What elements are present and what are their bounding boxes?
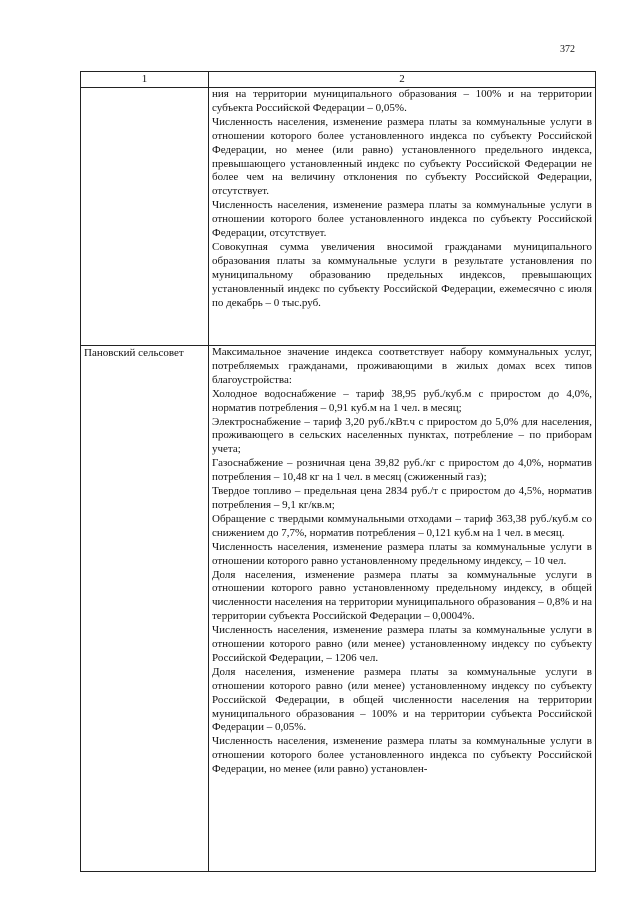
content-cell [209,88,596,346]
paragraph: Твердое топливо – предельная цена 2834 руб./т с приростом до 4,5%, норматив потребления – 9,1 кг/кв.м; [212,485,592,511]
region-cell [81,88,209,346]
paragraph: Холодное водоснабжение – тариф 38,95 руб./куб.м с приростом до 4,0%, норматив потребления – 0,91 куб.м на 1 чел. в месяц; [212,387,592,414]
region-cell: Пановский сельсовет [81,346,209,872]
document-table [80,71,596,872]
column-header-1: 1 [81,72,209,88]
paragraph: Обращение с твердыми коммунальными отходами – тариф 363,38 руб./куб.м со снижением до 7,7%, норматив потребления – 0,121 куб.м на 1 чел. в месяц. [212,512,592,539]
paragraph: Электроснабжение – тариф 3,20 руб./кВт.ч с приростом до 5,0% для населения, проживающего в сельских населенных пунктах, потребление – по приборам учета; [212,415,592,456]
paragraph: Численность населения, изменение размера платы за коммунальные услуги в отношении которого равно установленному предельному индексу, – 10 чел. [212,540,592,567]
column-header-2: 2 [209,72,596,88]
paragraph: Газоснабжение – розничная цена 39,82 руб./кг с приростом до 4,0%, норматив потребления – 10,48 кг на 1 чел. в месяц (сжиженный газ); [212,457,592,484]
paragraph: Численность населения, изменение размера платы за коммунальные услуги в отношении которого более установленного индекса по субъекту Российской Федерации, но менее (или равно) установлен- [212,735,592,776]
paragraph: Доля населения, изменение размера платы за коммунальные услуги в отношении которого равно установленному предельному индексу, в общей численности населения на территории муниципального образования – 0,8% и на территории субъекта Российской Федерации – 0,0004%. [212,568,592,623]
paragraph: Численность населения, изменение размера платы за коммунальные услуги в отношении которого более установленного индекса по субъекту Российской Федерации, но менее (или равно) установленного предельного индекса, превышающего установленный индекс по субъекту Российской Федерации не более чем на величину отклонения по субъекту Российской Федерации, отсутствует. [212,115,592,198]
paragraph: Численность населения, изменение размера платы за коммунальные услуги в отношении которого равно (или менее) установленному индексу по субъекту Российской Федерации, – 1206 чел. [212,624,592,664]
paragraph: Максимальное значение индекса соответствует набору коммунальных услуг, потребляемых гражданами, проживающими в жилых домах всех типов благоустройства: [212,346,592,386]
table-row [81,88,596,346]
page-number: 372 [560,44,575,55]
paragraph: Совокупная сумма увеличения вносимой гражданами муниципального образования платы за коммунальные услуги в результате установления по муниципальному образованию предельных индексов, превышающих установленный индекс по субъекту Российской Федерации, ежемесячно с июля по декабрь – 0 тыс.руб. [212,240,592,309]
paragraph: Численность населения, изменение размера платы за коммунальные услуги в отношении которого более установленного индекса по субъекту Российской Федерации, отсутствует. [212,199,592,240]
content-cell [209,346,596,872]
paragraph: Доля населения, изменение размера платы за коммунальные услуги в отношении которого равно (или менее) установленному индексу по субъекту Российской Федерации, в общей численности населения на территории муниципального образования – 100% и на территории субъекта Российской Федерации – 0,05%. [212,665,592,734]
table-row [81,346,596,872]
paragraph: ния на территории муниципального образования – 100% и на территории субъекта Российской Федерации – 0,05%. [212,88,592,114]
table-header-row [81,72,596,88]
